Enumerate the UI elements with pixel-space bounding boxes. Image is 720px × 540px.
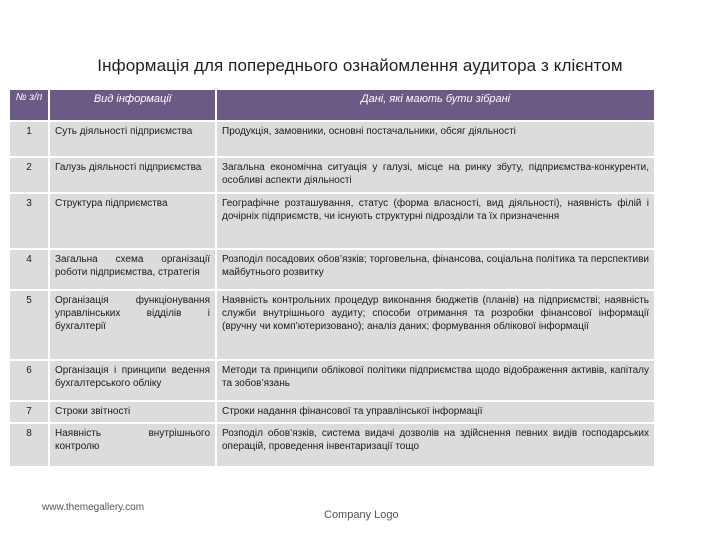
row-number: 7 bbox=[10, 402, 48, 422]
row-data: Географічне розташування, статус (форма власності, вид діяльності), наявність філій і дочірніх підприємств, чи існують структурні підрозділи та їх призначення bbox=[217, 194, 654, 248]
table-row bbox=[10, 194, 654, 248]
row-info-type: Організація функціонування управлінських відділів і бухгалтерії bbox=[50, 291, 215, 359]
row-info-type: Строки звітності bbox=[50, 402, 215, 422]
row-number: 6 bbox=[10, 361, 48, 400]
row-number: 5 bbox=[10, 291, 48, 359]
row-info-type: Галузь діяльності підприємства bbox=[50, 158, 215, 192]
table-header-row bbox=[10, 90, 654, 120]
row-data: Строки надання фінансової та управлінської інформації bbox=[217, 402, 654, 422]
footer-website: www.themegallery.com bbox=[42, 502, 145, 513]
table-row bbox=[10, 424, 654, 466]
row-info-type: Наявність внутрішнього контролю bbox=[50, 424, 215, 466]
row-info-type: Структура підприємства bbox=[50, 194, 215, 248]
row-number: 4 bbox=[10, 250, 48, 289]
row-info-type: Загальна схема організації роботи підприємства, стратегія bbox=[50, 250, 215, 289]
row-info-type: Суть діяльності підприємства bbox=[50, 122, 215, 156]
header-number: № з/п bbox=[10, 90, 48, 120]
audit-info-table bbox=[8, 88, 656, 468]
row-data: Наявність контрольних процедур виконання бюджетів (планів) на підприємстві; наявність служби внутрішнього аудиту; способи отримання та розробки фінансової інформації (вручну чи комп’ютеризовано); аналіз даних; формування облікової інформації bbox=[217, 291, 654, 359]
row-number: 8 bbox=[10, 424, 48, 466]
row-info-type: Організація і принципи ведення бухгалтерського обліку bbox=[50, 361, 215, 400]
header-info-type: Вид інформації bbox=[50, 90, 215, 120]
table-row bbox=[10, 158, 654, 192]
header-data-collected: Дані, які мають бути зібрані bbox=[217, 90, 654, 120]
page-title: Інформація для попереднього ознайомлення аудитора з клієнтом bbox=[97, 56, 623, 75]
table-row bbox=[10, 402, 654, 422]
row-data: Методи та принципи облікової політики підприємства щодо відображення активів, капіталу та зобов’язань bbox=[217, 361, 654, 400]
company-logo: Company Logo bbox=[324, 509, 399, 521]
row-data: Продукція, замовники, основні постачальники, обсяг діяльності bbox=[217, 122, 654, 156]
table-row bbox=[10, 291, 654, 359]
table-row bbox=[10, 122, 654, 156]
row-number: 2 bbox=[10, 158, 48, 192]
row-number: 3 bbox=[10, 194, 48, 248]
table-row bbox=[10, 361, 654, 400]
row-number: 1 bbox=[10, 122, 48, 156]
row-data: Розподіл обов’язків, система видачі дозволів на здійснення певних видів господарських операцій, проведення інвентаризації тощо bbox=[217, 424, 654, 466]
table-row bbox=[10, 250, 654, 289]
row-data: Розподіл посадових обов’язків; торговельна, фінансова, соціальна політика та перспективи майбутнього розвитку bbox=[217, 250, 654, 289]
row-data: Загальна економічна ситуація у галузі, місце на ринку збуту, підприємства-конкуренти, особливі аспекти діяльності bbox=[217, 158, 654, 192]
